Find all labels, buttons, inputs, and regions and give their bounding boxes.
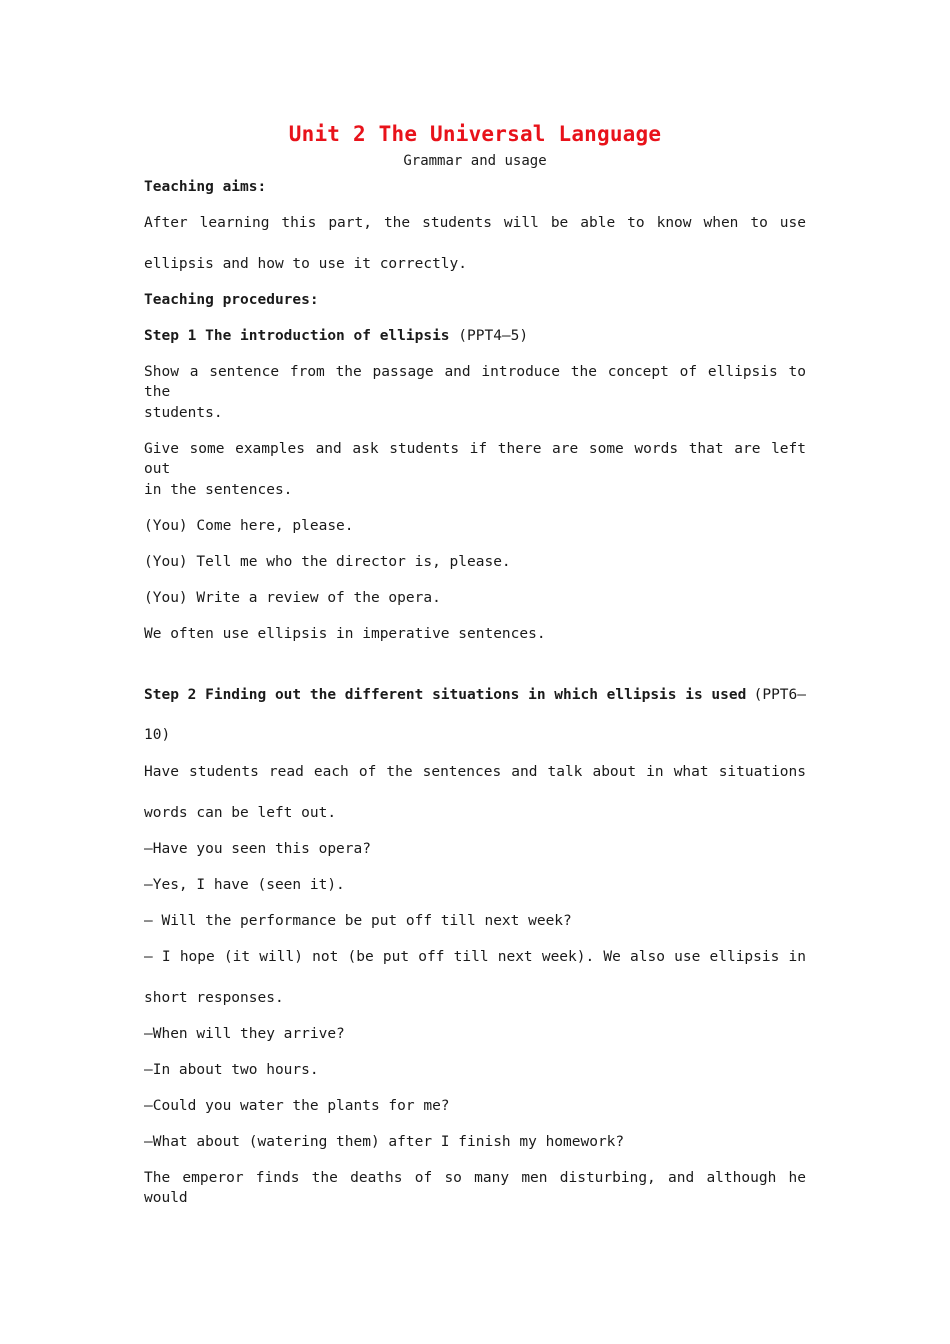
- step1-ppt-ref: (PPT4—5): [449, 328, 529, 344]
- document-subtitle: Grammar and usage: [403, 153, 547, 169]
- step2-example-5: —When will they arrive?: [144, 1026, 345, 1042]
- step2-example-7: —Could you water the plants for me?: [144, 1098, 450, 1114]
- aims-text-line-2: ellipsis and how to use it correctly.: [144, 256, 468, 272]
- aims-text-line-1: After learning this part, the students will be able to know when to use: [144, 215, 806, 231]
- step1-example-3: (You) Write a review of the opera.: [144, 590, 441, 606]
- teaching-procedures-heading: Teaching procedures:: [144, 292, 319, 308]
- step1-heading: Step 1 The introduction of ellipsis: [144, 328, 450, 344]
- step2-text-line-2: words can be left out.: [144, 805, 337, 821]
- step1-text-line-3: Give some examples and ask students if there are some words that are left out: [144, 441, 806, 477]
- step1-text-line-2: students.: [144, 405, 223, 421]
- step2-example-1: —Have you seen this opera?: [144, 841, 371, 857]
- step1-example-2: (You) Tell me who the director is, please.: [144, 554, 511, 570]
- step2-example-4: — I hope (it will) not (be put off till next week). We also use ellipsis in: [144, 949, 806, 965]
- step2-heading: Step 2 Finding out the different situations in which ellipsis is used: [144, 687, 747, 703]
- step2-ppt-ref-continued: 10): [144, 727, 171, 743]
- step2-example-8: —What about (watering them) after I finish my homework?: [144, 1134, 625, 1150]
- step2-text-last-line: The emperor finds the deaths of so many men disturbing, and although he would: [144, 1170, 806, 1206]
- step2-example-4-continued: short responses.: [144, 990, 284, 1006]
- step2-example-6: —In about two hours.: [144, 1062, 319, 1078]
- step2-heading-line: [144, 685, 806, 705]
- document-title: Unit 2 The Universal Language: [288, 122, 662, 146]
- step1-text-line-5: We often use ellipsis in imperative sentences.: [144, 626, 546, 642]
- step1-text-line-1: Show a sentence from the passage and introduce the concept of ellipsis to the: [144, 364, 806, 400]
- step1-text-line-4: in the sentences.: [144, 482, 293, 498]
- step2-example-3: — Will the performance be put off till next week?: [144, 913, 572, 929]
- step2-ppt-ref: (PPT6—: [753, 687, 806, 703]
- step1-heading-line: [144, 326, 806, 346]
- step2-example-2: —Yes, I have (seen it).: [144, 877, 345, 893]
- step1-example-1: (You) Come here, please.: [144, 518, 354, 534]
- teaching-aims-heading: Teaching aims:: [144, 179, 267, 195]
- step2-text-line-1: Have students read each of the sentences and talk about in what situations: [144, 764, 806, 780]
